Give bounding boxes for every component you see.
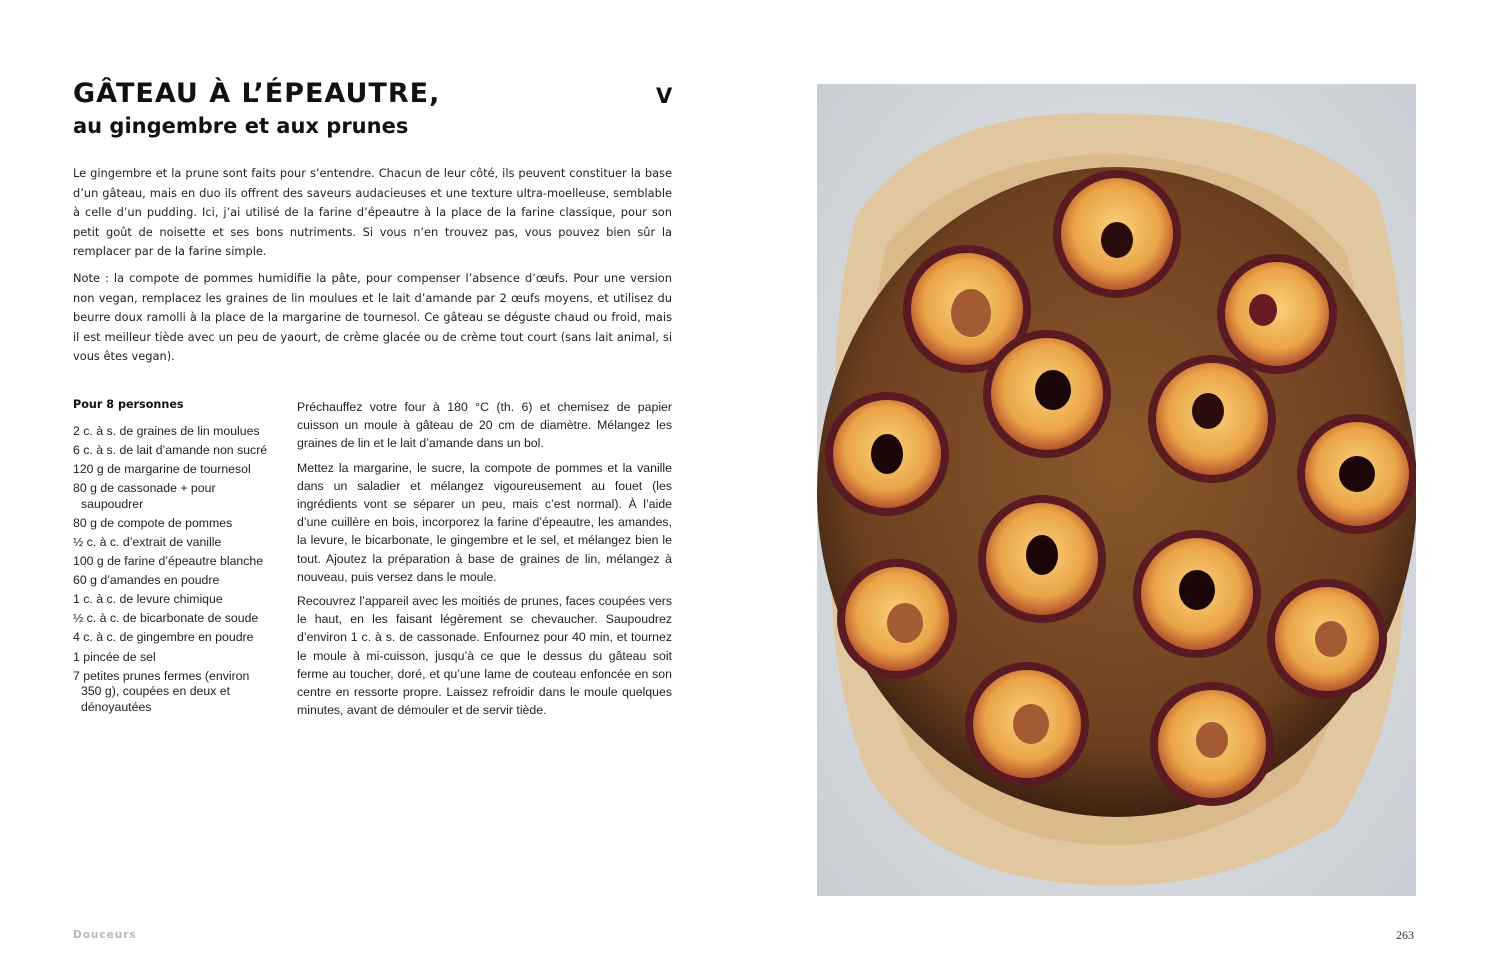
vegan-mark: V — [656, 84, 673, 108]
ingredient-item: 80 g de cassonade + pour saupoudrer — [73, 481, 216, 511]
ingredient-item: 1 c. à c. de levure chimique — [73, 592, 223, 607]
ingredient-item: ½ c. à c. de bicarbonate de soude — [73, 611, 259, 626]
ingredient-item: 2 c. à s. de graines de lin moulues — [73, 424, 260, 438]
ingredient-item: 1 pincée de sel — [73, 649, 156, 664]
cake-photo-illustration — [817, 84, 1416, 896]
ingredient-item: 7 petites prunes fermes (environ 350 g), coupées en deux et dénoyautées — [73, 668, 250, 714]
method-step: Recouvrez l’appareil avec les moitiés de prunes, faces coupées vers le haut, en les faisant légèrement se chevaucher. Saupoudrez d’environ 1 c. à s. de cassonade. Enfournez pour 40 min, et tournez le moule à mi-cuisson, jusqu’à ce que le dessus du gâteau soit ferme au toucher, doré, et qu’une lame de couteau enfoncée en son centre en ressorte propre. Laissez refroidir dans le moule quelques minutes, avant de démouler et de servir tiède. — [297, 594, 672, 718]
recipe-method — [297, 398, 672, 725]
intro-paragraph: Le gingembre et la prune sont faits pour s’entendre. Chacun de leur côté, ils peuvent constituer la base d’un gâteau, mais en duo ils offrent des saveurs audacieuses et une texture ultra-moelleuse, semblable à celle d’un pudding. Ici, j’ai utilisé de la farine d’épeautre à la place de la farine classique, pour son petit goût de noisette et ses bons nutriments. Si vous n’en trouvez pas, vous pouvez bien sûr la remplacer par de la farine simple. — [73, 166, 672, 259]
ingredient-item: 100 g de farine d’épeautre blanche — [73, 554, 264, 569]
intro-note: Note : la compote de pommes humidifie la pâte, pour compenser l’absence d’œufs. Pour une version non vegan, remplacez les graines de lin moulues et le lait d’amande par 2 œufs moyens, et utilisez du beurre doux ramolli à la place de la margarine de tournesol. Ce gâteau se déguste chaud ou froid, mais il est meilleur tiède avec un peu de yaourt, de crème glacée ou de crème tout court (sans lait animal, si vous êtes vegan). — [73, 270, 672, 364]
ingredient-item: 120 g de margarine de tournesol — [73, 462, 251, 477]
ingredient-list — [73, 424, 273, 719]
recipe-title: GÂTEAU À L’ÉPEAUTRE, — [73, 78, 441, 109]
recipe-intro — [73, 164, 672, 374]
section-footer: Douceurs — [73, 929, 137, 941]
page-number: 263 — [1396, 928, 1414, 942]
method-step: Mettez la margarine, le sucre, la compote de pommes et la vanille dans un saladier et mélangez vigoureusement au fouet (les ingrédients vont se séparer un peu, mais c’est normal). À l’aide d’une cuillère en bois, incorporez la farine d’épeautre, les amandes, la levure, le bicarbonate, le gingembre et le sel, et mélangez bien le tout. Ajoutez la préparation à base de graines de lin, mélangez à nouveau, puis versez dans le moule. — [297, 460, 672, 584]
ingredient-item: 80 g de compote de pommes — [73, 515, 233, 530]
method-step: Préchauffez votre four à 180 °C (th. 6) et chemisez de papier cuisson un moule à gâteau de 20 cm de diamètre. Mélangez les graines de lin et le lait d’amande dans un bol. — [297, 400, 672, 451]
ingredient-item: 60 g d’amandes en poudre — [73, 573, 220, 588]
recipe-subtitle: au gingembre et aux prunes — [73, 114, 409, 138]
ingredient-item: 4 c. à c. de gingembre en poudre — [73, 630, 254, 645]
ingredient-item: 6 c. à s. de lait d’amande non sucré — [73, 443, 268, 458]
ingredient-item: ½ c. à c. d’extrait de vanille — [73, 534, 222, 549]
cake-photo — [817, 84, 1416, 896]
servings-heading: Pour 8 personnes — [73, 398, 184, 411]
